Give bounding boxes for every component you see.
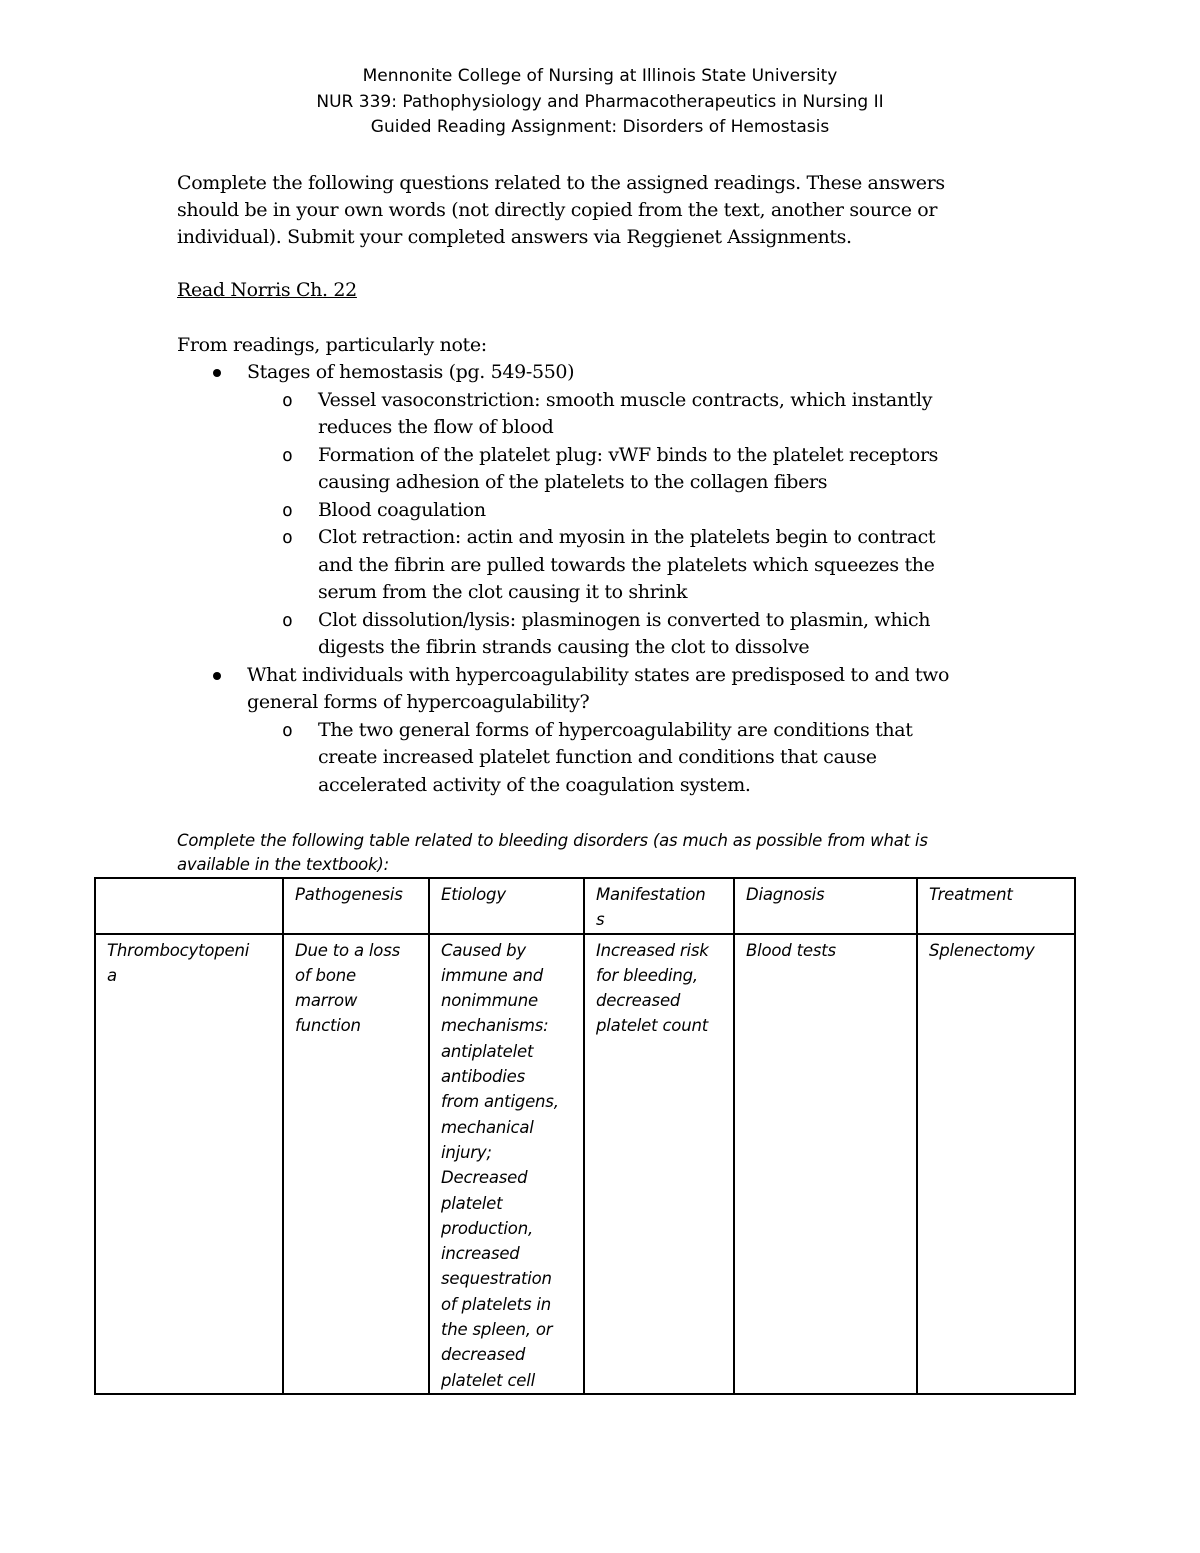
table-caption-line: Complete the following table related to bleeding disorders (as much as possible from what is <box>177 831 928 850</box>
table-body-cell-text: Caused by <box>441 940 526 960</box>
table-body-cell-text: platelet cell <box>441 1370 536 1390</box>
table-row <box>95 934 1075 1394</box>
table-body-cell-text: Increased risk <box>596 940 709 960</box>
document-header <box>0 64 1200 141</box>
table-body-cell-text: mechanical <box>441 1117 534 1137</box>
table-header-cell-text: s <box>596 910 605 930</box>
list-item-text: Stages of hemostasis (pg. 549-550) <box>247 361 575 383</box>
sub-list-item-text: digests the fibrin strands causing the clot to dissolve <box>318 636 810 658</box>
table-body-cell-text: platelet count <box>596 1016 708 1036</box>
sub-list-item <box>177 607 1057 662</box>
table-header-row <box>95 878 1075 934</box>
table-body-cell-text: for bleeding, <box>596 965 698 985</box>
list-item-text: What individuals with hypercoagulability states are predisposed to and two <box>247 663 950 686</box>
sub-list-item-text: reduces the flow of blood <box>318 416 554 438</box>
table-body-cell <box>917 934 1075 1394</box>
bleeding-disorders-table <box>94 877 1076 1395</box>
table-caption <box>177 829 1077 877</box>
table-header-cell <box>429 878 584 934</box>
table-body-cell-text: a <box>107 965 117 985</box>
table-body-cell-text: from antigens, <box>441 1092 559 1112</box>
table-caption-line: available in the textbook): <box>177 855 390 874</box>
bullet-icon <box>213 369 221 377</box>
sub-list-item <box>177 524 1057 607</box>
table-body-cell-text: nonimmune <box>441 991 539 1011</box>
hollow-bullet-icon: o <box>282 389 293 411</box>
table-header-cell-text: Etiology <box>441 885 506 904</box>
instructions-paragraph <box>177 170 1037 251</box>
table-body-cell <box>429 934 584 1394</box>
sub-list-item-text: Clot retraction: actin and myosin in the platelets begin to contract <box>318 526 936 548</box>
list-item-text: general forms of hypercoagulability? <box>247 691 590 713</box>
hollow-bullet-icon: o <box>282 719 293 741</box>
table-body-cell <box>734 934 917 1394</box>
list-item <box>177 662 1057 717</box>
sub-list-item-text: causing adhesion of the platelets to the collagen fibers <box>318 471 828 493</box>
sub-list-item <box>177 387 1057 442</box>
bullet-icon <box>213 672 221 680</box>
table-body-cell <box>95 934 283 1394</box>
sub-list-item-text: Clot dissolution/lysis: plasminogen is converted to plasmin, which <box>318 608 931 631</box>
table-body-cell-text: the spleen, or <box>441 1320 553 1340</box>
sub-list-item-text: The two general forms of hypercoagulability are conditions that <box>318 718 913 741</box>
table-body-cell-text: Splenectomy <box>929 940 1035 960</box>
table-header-cell-text: Treatment <box>929 885 1013 904</box>
table-header-cell-text: Diagnosis <box>746 885 825 904</box>
header-institution: Mennonite College of Nursing at Illinois State University <box>362 66 838 86</box>
table-body-cell-text: of bone <box>295 965 356 985</box>
table-header-cell <box>917 878 1075 934</box>
hollow-bullet-icon: o <box>282 499 293 521</box>
table-header-cell-text: Manifestation <box>596 885 706 904</box>
table-body-cell-text: Blood tests <box>746 940 836 960</box>
table-header-cell-text: Pathogenesis <box>295 885 403 904</box>
table-body-cell-text: of platelets in <box>441 1294 552 1314</box>
table-body-cell-text: marrow <box>295 991 358 1011</box>
table-body-cell-text: decreased <box>596 991 681 1011</box>
table-body-cell-text: decreased <box>441 1345 526 1365</box>
table-body-cell-text: antiplatelet <box>441 1041 534 1061</box>
hollow-bullet-icon: o <box>282 444 293 466</box>
instructions-line: Complete the following questions related to the assigned readings. These answers <box>177 172 945 194</box>
table-body-cell-text: increased <box>441 1244 520 1264</box>
table-body-cell-text: injury; <box>441 1142 492 1162</box>
hollow-bullet-icon: o <box>282 609 293 631</box>
notes-list <box>177 359 1057 799</box>
sub-list-item <box>177 717 1057 800</box>
table-body-cell-text: sequestration <box>441 1269 552 1289</box>
header-assignment-title: Guided Reading Assignment: Disorders of Hemostasis <box>370 117 830 137</box>
notes-intro: From readings, particularly note: <box>177 334 487 356</box>
table-body-cell <box>283 934 429 1394</box>
table-body-cell-text: immune and <box>441 965 544 985</box>
instructions-line: individual). Submit your completed answers via Reggienet Assignments. <box>177 226 852 248</box>
sub-list-item <box>177 497 1057 525</box>
hollow-bullet-icon: o <box>282 527 293 548</box>
table-body-cell-text: Due to a loss <box>295 940 400 960</box>
sub-list-item-text: accelerated activity of the coagulation system. <box>318 773 751 796</box>
table-body-cell-text: production, <box>441 1218 534 1238</box>
table-body-cell-text: mechanisms: <box>441 1016 549 1036</box>
table-header-cell <box>283 878 429 934</box>
table-header-cell <box>95 878 283 934</box>
sub-list-item-text: Vessel vasoconstriction: smooth muscle contracts, which instantly <box>318 388 933 411</box>
sub-list-item-text: Blood coagulation <box>318 498 486 521</box>
table-body-cell-text: Decreased <box>441 1168 528 1188</box>
sub-list-item <box>177 442 1057 497</box>
header-course: NUR 339: Pathophysiology and Pharmacotherapeutics in Nursing II <box>316 91 884 112</box>
instructions-line: should be in your own words (not directly copied from the text, another source or <box>177 199 938 221</box>
table-body-cell-text: Thrombocytopeni <box>107 940 250 960</box>
reading-assignment: Read Norris Ch. 22 <box>177 279 357 301</box>
sub-list-item-text: serum from the clot causing it to shrink <box>318 581 688 603</box>
list-item <box>177 359 1057 387</box>
table-body-cell <box>584 934 734 1394</box>
sub-list-item-text: and the fibrin are pulled towards the platelets which squeezes the <box>318 553 935 576</box>
sub-list-item-text: Formation of the platelet plug: vWF binds to the platelet receptors <box>318 443 939 466</box>
table-header-cell <box>734 878 917 934</box>
table-body-cell-text: antibodies <box>441 1067 525 1087</box>
table-body-cell-text: platelet <box>441 1193 503 1213</box>
table-header-cell <box>584 878 734 934</box>
sub-list-item-text: create increased platelet function and conditions that cause <box>318 746 877 768</box>
table-body-cell-text: function <box>295 1016 361 1036</box>
